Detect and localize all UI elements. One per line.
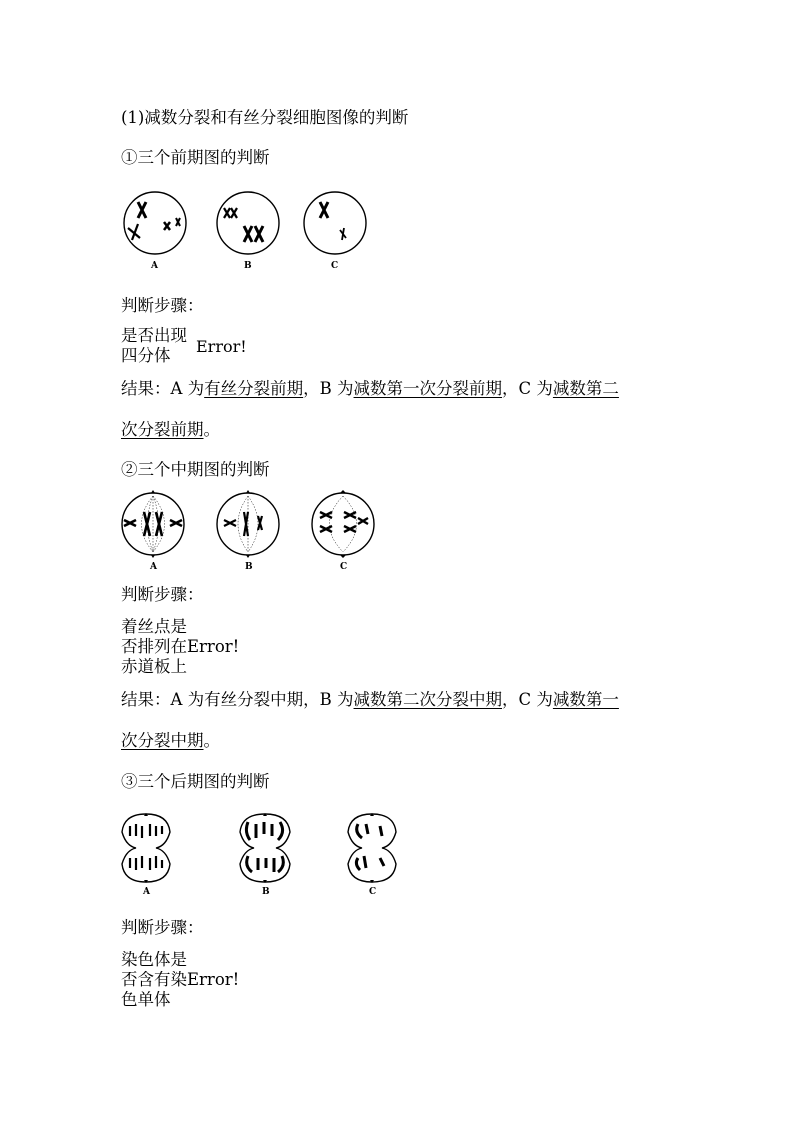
fig-label: A xyxy=(151,261,158,271)
result-text: 。 xyxy=(203,731,220,750)
answer-underline: 减数第一次分裂前期 xyxy=(353,379,503,398)
anaphase-cell-a xyxy=(122,813,170,897)
result-line xyxy=(121,379,619,399)
anaphase-cell-b xyxy=(240,813,290,897)
result-text: ，B 为 xyxy=(303,379,354,398)
prophase-subtitle: ①三个前期图的判断 xyxy=(121,148,270,167)
step-question-line xyxy=(121,970,239,990)
section-title: (1)减数分裂和有丝分裂细胞图像的判断 xyxy=(121,108,409,127)
fig-label: C xyxy=(331,261,339,271)
prophase-cell-b xyxy=(217,192,279,271)
step-question-line xyxy=(121,637,239,657)
step-question-line: 四分体 xyxy=(121,346,171,365)
answer-underline: 次分裂中期 xyxy=(121,731,204,750)
answer-underline: 减数第二 xyxy=(552,379,619,398)
result-text: ，C 为 xyxy=(502,690,553,709)
result-text: 结果：A 为有丝分裂中期，B 为 xyxy=(121,690,354,709)
prophase-figures xyxy=(118,188,378,274)
result-line xyxy=(121,690,619,710)
step-question-line: 染色体是 xyxy=(121,950,187,969)
step-question-line: 着丝点是 xyxy=(121,617,187,636)
answer-underline: 减数第二次分裂中期 xyxy=(353,690,503,709)
error-text: Error! xyxy=(196,337,247,356)
step-question-text: 否排列在 xyxy=(121,637,187,656)
metaphase-cell-b xyxy=(217,490,279,572)
step-question-line: 是否出现 xyxy=(121,326,187,345)
answer-underline: 减数第一 xyxy=(552,690,619,709)
error-text: Error! xyxy=(187,970,240,989)
fig-label: A xyxy=(143,887,150,897)
fig-label: B xyxy=(244,261,252,271)
answer-underline: 有丝分裂前期 xyxy=(204,379,304,398)
fig-label: A xyxy=(150,562,157,572)
result-text: 结果：A 为 xyxy=(121,379,205,398)
metaphase-cell-c xyxy=(312,490,374,572)
step-question-text: 否含有染 xyxy=(121,970,187,989)
prophase-cell-c xyxy=(304,192,366,271)
steps-label: 判断步骤： xyxy=(121,918,204,937)
metaphase-cell-a xyxy=(122,490,184,572)
metaphase-subtitle: ②三个中期图的判断 xyxy=(121,460,270,479)
fig-label: B xyxy=(245,562,253,572)
error-text: Error! xyxy=(187,637,240,656)
fig-label: C xyxy=(369,887,377,897)
fig-label: C xyxy=(340,562,348,572)
steps-label: 判断步骤： xyxy=(121,585,204,604)
fig-label: B xyxy=(262,887,270,897)
anaphase-cell-c xyxy=(348,813,396,897)
anaphase-figures xyxy=(118,810,398,902)
prophase-cell-a xyxy=(124,192,186,271)
result-line xyxy=(121,420,220,440)
result-line xyxy=(121,731,220,751)
anaphase-subtitle: ③三个后期图的判断 xyxy=(121,772,270,791)
metaphase-figures xyxy=(118,490,388,574)
steps-label: 判断步骤： xyxy=(121,296,204,315)
result-text: 。 xyxy=(203,420,220,439)
step-question-line: 赤道板上 xyxy=(121,657,187,676)
answer-underline: 次分裂前期 xyxy=(121,420,204,439)
result-text: ，C 为 xyxy=(502,379,553,398)
step-question-line: 色单体 xyxy=(121,990,171,1009)
